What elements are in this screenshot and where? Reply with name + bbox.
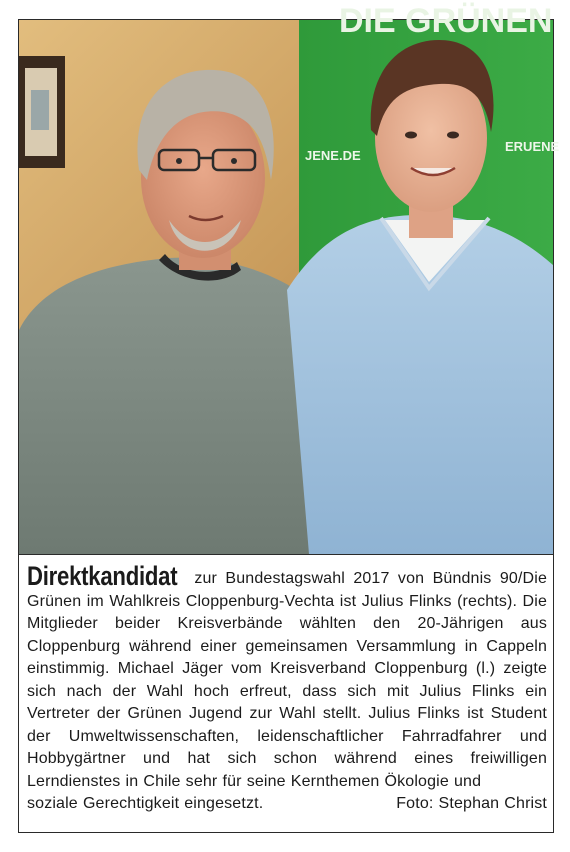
grey-sweater bbox=[19, 258, 319, 554]
caption-last-line: soziale Gerechtigkeit eingesetzt. bbox=[27, 795, 264, 812]
caption-body: zur Bundestagswahl 2017 von Bündnis 90/Die Grünen im Wahlkreis Cloppenburg-Vechta ist Julius Flinks (rechts). Die Mitglieder beider Kreisverbände wählten den 20-Jährigen aus Cloppenburg während einer gemeinsamen Versammlung in Cappeln einstimmig. Michael Jäger vom Kreisverband Cloppenburg (l.) zeigte sich nach der Wahl hoch erfreut, dass sich mit Julius Flinks ein Vertreter der Grünen Jugend zur Wahl stellt. Julius Flinks ist Student der Umweltwissenschaften, leidenschaftlicher Fahrradfahrer und Hobbygärtner und hat sich schon während eines freiwilligen Lerndienstes in Chile sehr für seine Kernthemen Ökologie und bbox=[27, 570, 547, 790]
banner-url-left: JENE.DE bbox=[305, 148, 361, 163]
caption bbox=[27, 561, 547, 816]
caption-paragraph bbox=[27, 561, 547, 793]
photo bbox=[19, 2, 560, 555]
photo-credit: Foto: Stephan Christ bbox=[396, 795, 547, 812]
photo-illustration bbox=[19, 2, 560, 554]
banner-party-name: DIE GRÜNEN bbox=[339, 2, 553, 40]
wall-picture-frame bbox=[19, 56, 65, 168]
banner-url-right: ERUENE bbox=[505, 139, 560, 154]
headline: Direktkandidat bbox=[27, 561, 178, 591]
newspaper-clipping bbox=[18, 2, 560, 833]
caption-final-line bbox=[27, 793, 547, 816]
